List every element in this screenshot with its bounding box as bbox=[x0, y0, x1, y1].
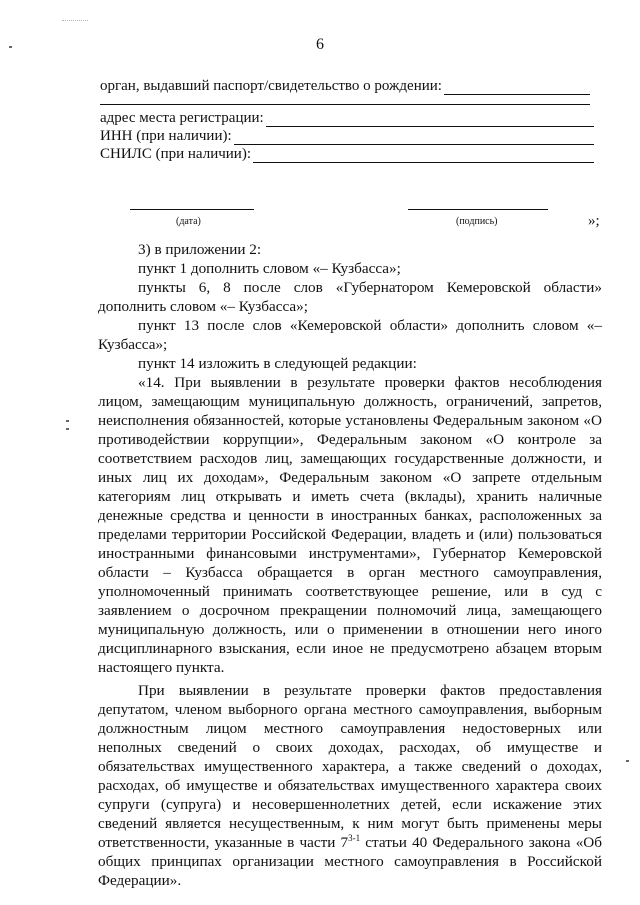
signature-line[interactable] bbox=[408, 209, 548, 210]
signature-caption: (подпись) bbox=[456, 216, 498, 227]
paragraph: пункт 13 после слов «Кемеровской области» дополнить словом «– Кузбасса»; bbox=[98, 317, 602, 353]
passport-issuer-label: орган, выдавший паспорт/свидетельство о рождении: bbox=[100, 78, 442, 94]
scan-artifact bbox=[66, 420, 69, 422]
paragraph: «14. При выявлении в результате проверки фактов несоблюдения лицом, замещающим муниципальную должность, ограничений, запретов, неисполнения обязанностей, которые установлены Федеральным законом «О противодействии коррупции», Федеральным законом «О контроле за соответствием расходов лиц, замещающих государственные должности, и иных лиц их доходам», Федеральным законом «О запрете отдельным категориям лиц открывать и иметь счета (вклады), хранить наличные денежные средства и ценности в иностранных банках, расположенных за пределами территории Российской Федерации, владеть и (или) пользоваться иностранными финансовыми инструментами», Губернатор Кемеровской области – Кузбасса обращается в орган местного самоуправления, уполномоченный принимать соответствующее решение, или в суд с заявлением о досрочном прекращении полномочий лица, замещающего муниципальную должность, или о применении в отношении него иного дисциплинарного взыскания, если иное не предусмотрено абзацем вторым настоящего пункта. bbox=[98, 374, 602, 676]
paragraph-text: статьи 40 Федерального закона «Об общих принципах организации местного самоуправления в Российской Федерации». bbox=[98, 834, 602, 889]
paragraph bbox=[98, 681, 602, 890]
scan-artifact bbox=[62, 20, 88, 27]
snils-field[interactable] bbox=[253, 148, 594, 163]
passport-issuer-field[interactable] bbox=[444, 80, 590, 95]
paragraph: пункты 6, 8 после слов «Губернатором Кемеровской области» дополнить словом «– Кузбасса»; bbox=[98, 279, 602, 315]
inn-field[interactable] bbox=[234, 130, 594, 145]
snils-label: СНИЛС (при наличии): bbox=[100, 146, 251, 162]
superscript: 3-1 bbox=[348, 833, 361, 843]
passport-issuer-line bbox=[100, 77, 590, 95]
date-line[interactable] bbox=[130, 209, 254, 210]
page-number: 6 bbox=[316, 36, 324, 53]
snils-line bbox=[100, 145, 594, 163]
address-line bbox=[100, 109, 594, 127]
inn-line bbox=[100, 127, 594, 145]
paragraph: пункт 14 изложить в следующей редакции: bbox=[138, 355, 417, 372]
body-text bbox=[98, 240, 602, 890]
date-caption: (дата) bbox=[176, 216, 201, 227]
paragraph: пункт 1 дополнить словом «– Кузбасса»; bbox=[138, 260, 401, 277]
address-label: адрес места регистрации: bbox=[100, 110, 264, 126]
scan-artifact bbox=[626, 760, 629, 762]
passport-issuer-field-continuation[interactable] bbox=[100, 104, 590, 105]
closing-quote: »; bbox=[588, 213, 600, 229]
inn-label: ИНН (при наличии): bbox=[100, 128, 232, 144]
address-field[interactable] bbox=[266, 112, 594, 127]
paragraph: 3) в приложении 2: bbox=[138, 241, 262, 258]
scan-artifact bbox=[66, 428, 69, 430]
paragraph-text: При выявлении в результате проверки фактов предоставления депутатом, членом выборного органа местного самоуправления, выборным должностным лицом местного самоуправления недостоверных или неполных сведений о своих доходах, расходах, об имуществе и обязательствах имущественного характера, а также сведений о доходах, расходах, об имуществе и обязательствах имущественного характера своих супруги (супруга) и несовершеннолетних детей, если искажение этих сведений является несущественным, к ним могут быть применены меры ответственности, указанные в части 7 bbox=[98, 682, 602, 851]
